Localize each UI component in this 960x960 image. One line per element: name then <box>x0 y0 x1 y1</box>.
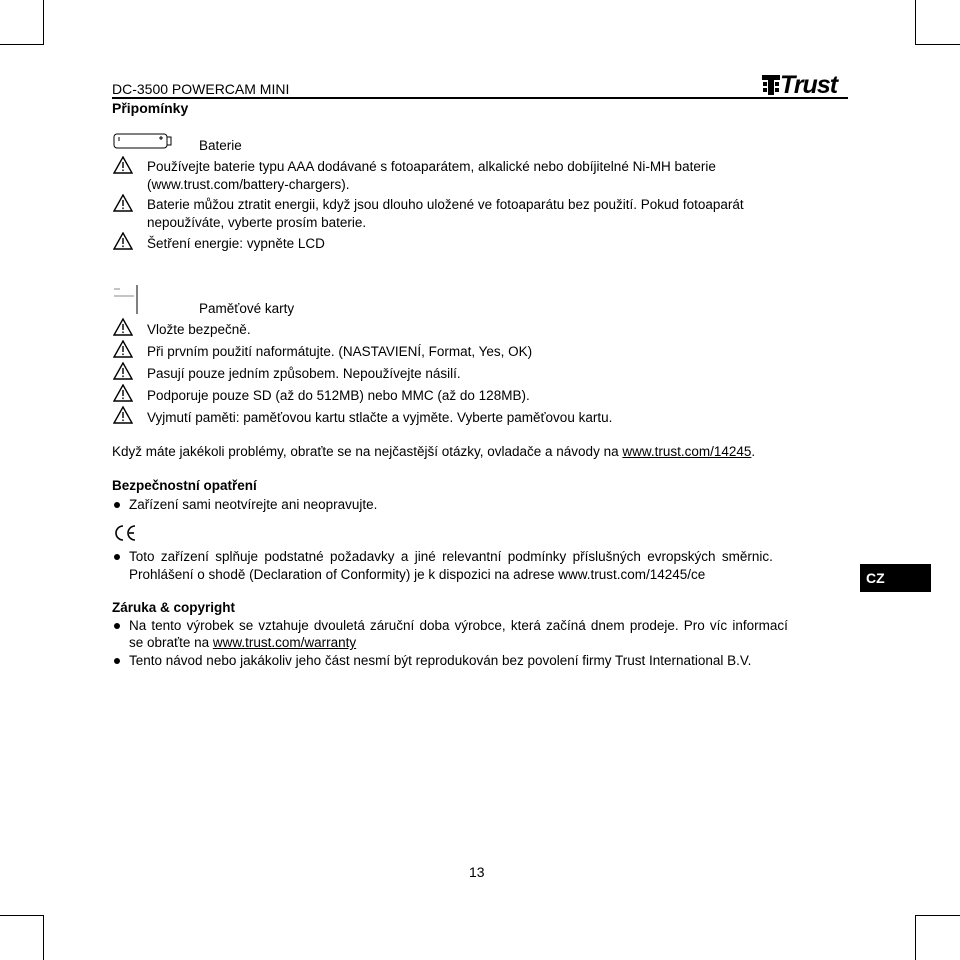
battery-icon <box>113 133 173 149</box>
battery-heading: Baterie <box>199 138 242 153</box>
warning-icon <box>113 362 133 380</box>
memory-warning-2: Při prvním použití naformátujte. (NASTAVIENÍ, Format, Yes, OK) <box>147 344 533 359</box>
bullet <box>114 554 120 560</box>
product-title: DC-3500 POWERCAM MINI <box>112 81 290 97</box>
crop-mark-br-h <box>915 915 960 916</box>
language-tab <box>860 564 931 592</box>
crop-mark-bl-h <box>0 915 44 916</box>
crop-mark-tl-h <box>0 44 44 45</box>
bullet <box>114 502 120 508</box>
warning-icon <box>113 340 133 358</box>
battery-warning-3: Šetření energie: vypněte LCD <box>147 236 325 251</box>
support-link[interactable]: www.trust.com/14245 <box>622 444 752 459</box>
support-text <box>112 443 755 461</box>
battery-warning-1-cont: (www.trust.com/battery-chargers). <box>147 177 350 192</box>
language-tab-label: CZ <box>866 570 885 586</box>
warranty-item-1-line-2 <box>129 634 356 652</box>
safety-heading: Bezpečnostní opatření <box>112 478 257 493</box>
warning-icon <box>113 318 133 336</box>
support-text-body: Když máte jakékoli problémy, obraťte se na nejčastější otázky, ovladače a návody na <box>112 444 623 459</box>
warranty-item-2: Tento návod nebo jakákoliv jeho část nesmí být reprodukován bez povolení firmy Trust International B.V. <box>129 653 752 668</box>
ce-line-1: Toto zařízení splňuje podstatné požadavky a jiné relevantní podmínky příslušných evropských směrnic. <box>129 549 773 564</box>
ce-line-2: Prohlášení o shodě (Declaration of Conformity) je k dispozici na adrese www.trust.com/14245/ce <box>129 567 706 582</box>
warning-icon <box>113 156 133 174</box>
memory-warning-4: Podporuje pouze SD (až do 512MB) nebo MMC (až do 128MB). <box>147 388 530 403</box>
trust-logo-text: Trust <box>780 71 838 99</box>
warning-icon <box>113 194 133 212</box>
warning-icon <box>113 406 133 424</box>
crop-mark-bl-v <box>43 915 44 960</box>
battery-warning-2: Baterie můžou ztratit energii, když jsou dlouho uložené ve fotoaparátu bez použití. Pokud fotoaparát <box>147 197 744 212</box>
warranty-link[interactable]: www.trust.com/warranty <box>212 635 357 650</box>
battery-warning-1: Používejte baterie typu AAA dodávané s fotoaparátem, alkalické nebo dobíjitelné Ni-MH baterie <box>147 159 716 174</box>
warning-icon <box>113 232 133 250</box>
trust-logo <box>762 71 844 99</box>
battery-warning-2-cont: nepoužíváte, vyberte prosím baterie. <box>147 215 367 230</box>
crop-mark-tl-v <box>43 0 44 45</box>
crop-mark-tr-v <box>915 0 916 45</box>
warning-icon <box>113 384 133 402</box>
crop-mark-tr-h <box>915 44 960 45</box>
header-rule <box>112 97 848 99</box>
memory-warning-1: Vložte bezpečně. <box>147 322 251 337</box>
memory-heading: Paměťové karty <box>199 301 295 316</box>
crop-mark-br-v <box>915 915 916 960</box>
section-title: Připomínky <box>112 100 189 116</box>
warranty-heading: Záruka & copyright <box>112 600 236 615</box>
safety-item-1: Zařízení sami neotvírejte ani neopravujte. <box>129 497 378 512</box>
page-number: 13 <box>469 864 485 880</box>
memory-warning-3: Pasují pouze jedním způsobem. Nepoužívejte násilí. <box>147 366 461 381</box>
bullet <box>114 623 120 629</box>
memory-card-icon <box>112 284 140 316</box>
support-text-suffix: . <box>751 444 756 459</box>
memory-warning-5: Vyjmutí paměti: paměťovou kartu stlačte a vyjměte. Vyberte paměťovou kartu. <box>147 410 613 425</box>
ce-mark-icon <box>112 523 138 543</box>
bullet <box>114 658 120 664</box>
warranty-item-1-prefix: se obraťte na <box>129 635 213 650</box>
warranty-item-1-line-1: Na tento výrobek se vztahuje dvouletá záruční doba výrobce, která začíná dnem prodeje. Pro víc informací <box>129 618 788 633</box>
